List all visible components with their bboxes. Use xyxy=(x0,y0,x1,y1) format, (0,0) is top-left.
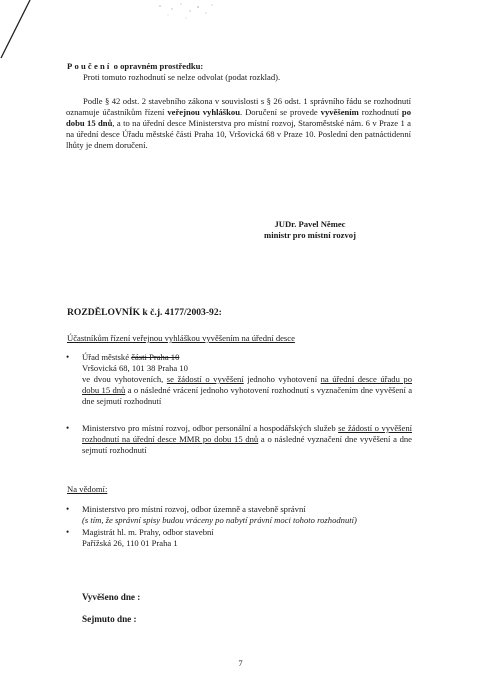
cc-heading: Na vědomí: xyxy=(67,484,108,494)
signatory-name: JUDr. Pavel Němec xyxy=(274,219,346,229)
bullet: • xyxy=(66,352,70,362)
removed-date-label: Sejmuto dne : xyxy=(82,614,137,624)
legal-paragraph: Podle § 42 odst. 2 stavebního zákona v souvislosti s § 26 odst. 1 správního řádu se rozhodnutí oznamuje účastníkům řízení veřejnou vyhláškou. Doručení se provede vyvěšením rozhodnutí po dobu 15 dnů, a to na úřední desce Ministerstva pro místní rozvoj, Staroměstské nám. 6 v Praze 1 a na úřední desce Úřadu městské části Praha 10, Vršovická 68 v Praze 10. Poslední den patnáctidenní lhůty je dnem doručení. xyxy=(66,96,411,150)
distribution-item-2: Ministerstvo pro místní rozvoj, odbor personální a hospodářských služeb se žádostí o vyvěšení rozhodnutí na úřední desce MMR po dobu 15 dnů a o následné vyznačení dne vyvěšení a dne sejmutí rozhodnutí xyxy=(82,423,412,455)
corner-fold-mark xyxy=(0,0,60,60)
remedy-heading: Poučení o opravném prostředku: xyxy=(67,61,204,71)
posted-date-label: Vyvěšeno dne : xyxy=(82,592,141,602)
bullet: • xyxy=(66,423,70,433)
cc-item-2: Magistrát hl. m. Prahy, odbor stavební Pařížská 26, 110 01 Praha 1 xyxy=(82,527,214,548)
distribution-subheading: Účastníkům řízení veřejnou vyhláškou vyvěšením na úřední desce xyxy=(67,333,295,343)
bullet: • xyxy=(66,527,70,537)
page-number: 7 xyxy=(238,658,243,668)
signatory-title: ministr pro místní rozvoj xyxy=(264,230,356,240)
cc-item-1: Ministerstvo pro místní rozvoj, odbor územně a stavebně správní (s tím, že správní spisy budou vráceny po nabytí právní moci tohoto rozhodnutí) xyxy=(82,504,357,525)
distribution-heading: ROZDĚLOVNÍK k č.j. 4177/2003-92: xyxy=(67,307,222,318)
scan-noise xyxy=(120,0,260,30)
remedy-text: Proti tomuto rozhodnutí se nelze odvolat (podat rozklad). xyxy=(83,72,281,82)
bullet: • xyxy=(66,504,70,514)
distribution-item-1: Úřad městské části Praha 10 Vršovická 68, 101 38 Praha 10 ve dvou vyhotoveních, se žádostí o vyvěšení jednoho vyhotovení na úřední desce úřadu po dobu 15 dnů a o následné vrácení jednoho vyhotovení rozhodnutí s vyznačením dne vyvěšení a dne sejmutí rozhodnutí xyxy=(82,352,413,406)
